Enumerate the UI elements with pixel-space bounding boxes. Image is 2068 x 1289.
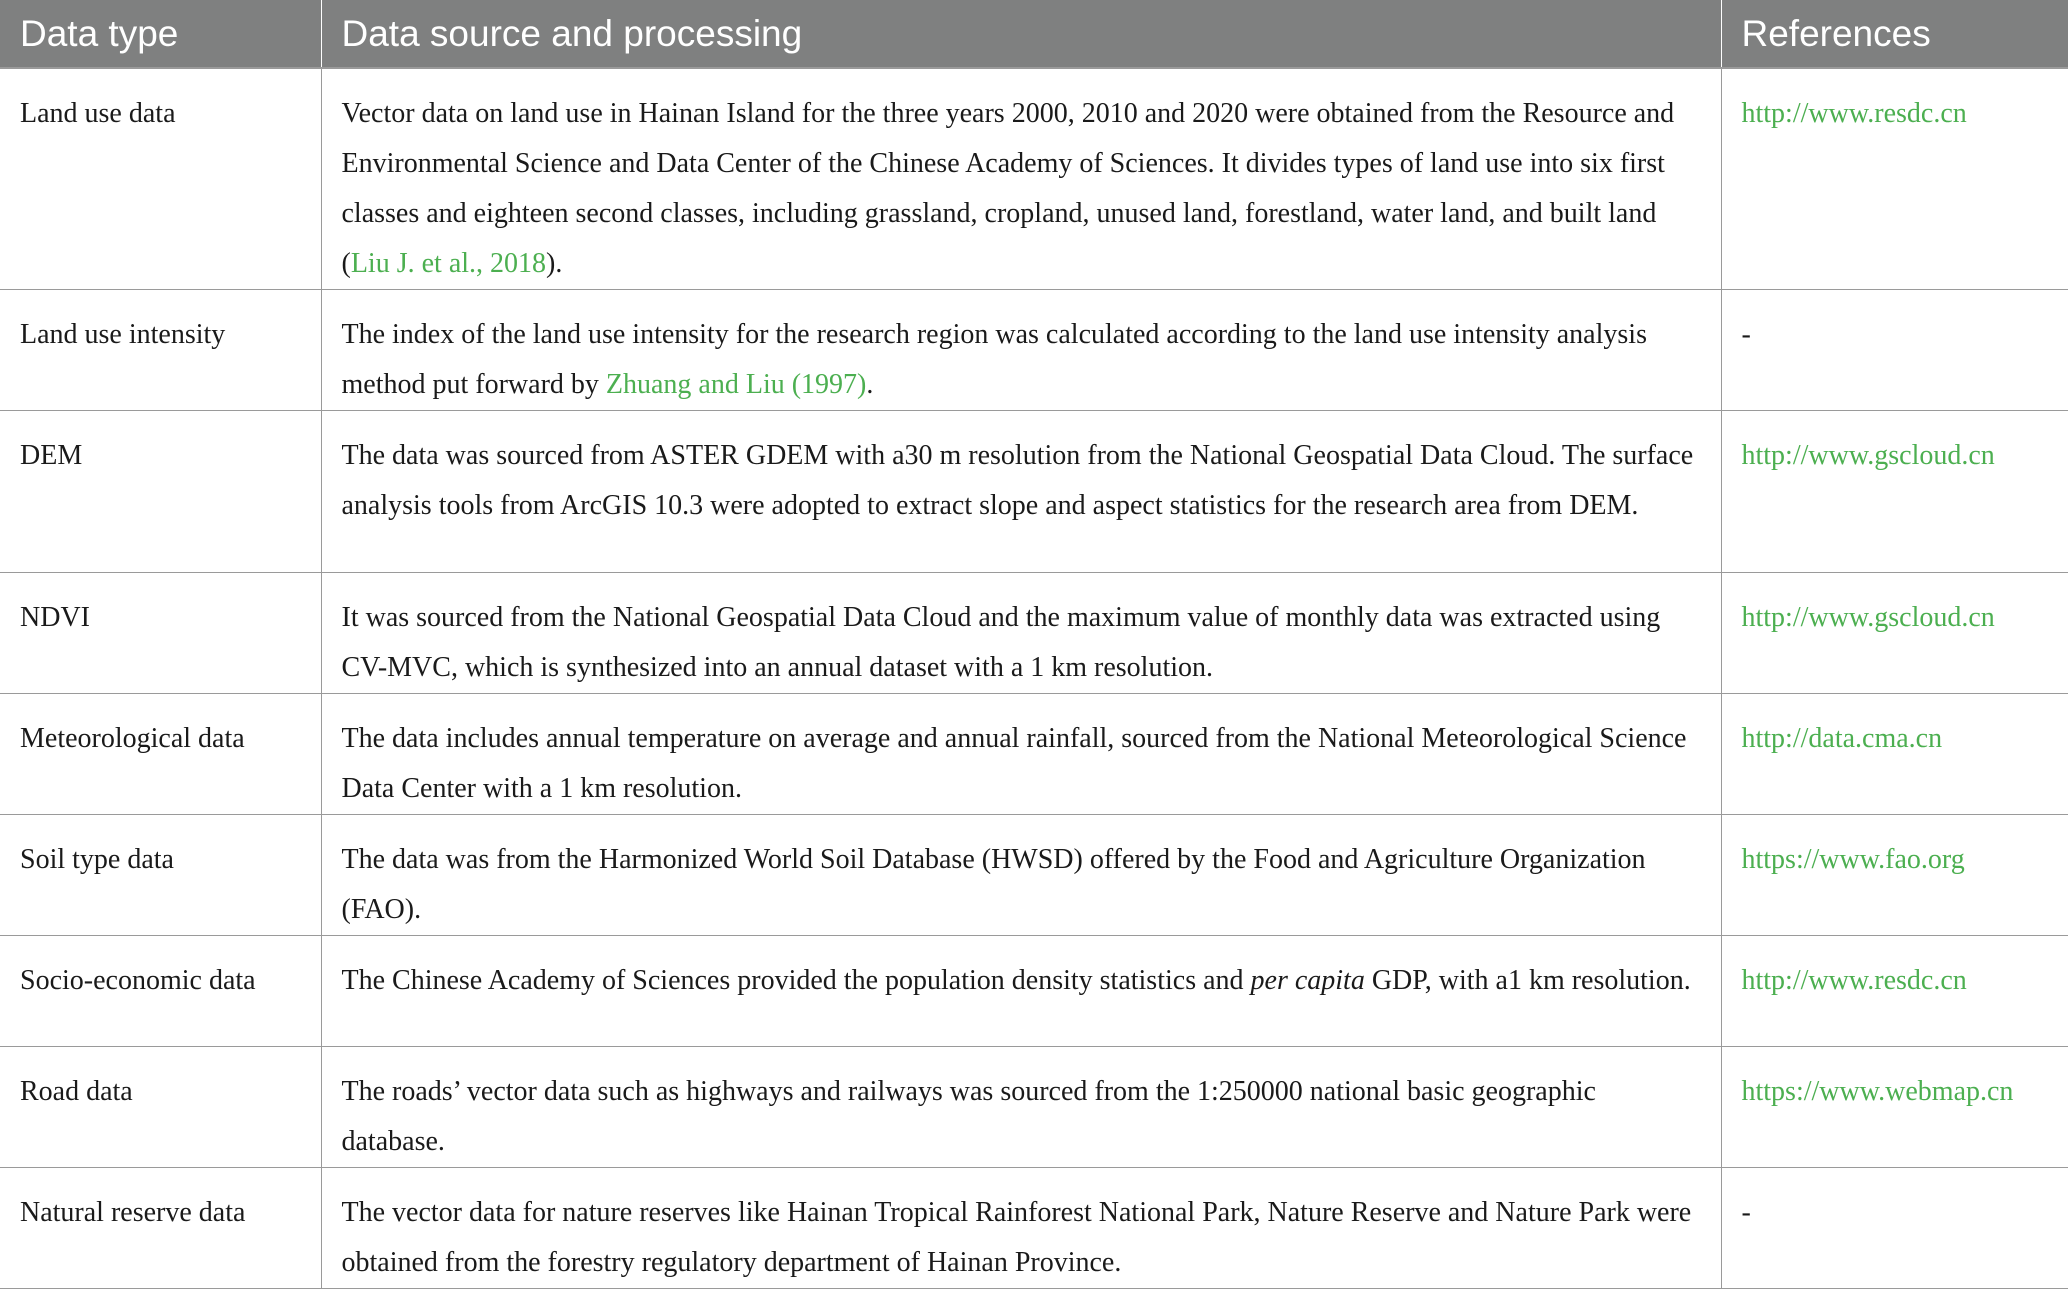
reference-link[interactable] [1721, 815, 2068, 936]
header-data-type: Data type [0, 0, 321, 68]
reference-link[interactable] [1721, 936, 2068, 1047]
table-row [0, 1168, 2068, 1289]
table-row [0, 68, 2068, 290]
row-description: The data was from the Harmonized World Soil Database (HWSD) offered by the Food and Agriculture Organization (FAO). [321, 815, 1721, 936]
row-data-type: Road data [0, 1047, 321, 1168]
description-text: The Chinese Academy of Sciences provided the population density statistics and [341, 965, 1251, 996]
table-row [0, 815, 2068, 936]
reference-link[interactable] [1721, 573, 2068, 694]
description-text: The index of the land use intensity for the research region was calculated according to the land use intensity analysis method put forward by [341, 319, 1647, 400]
reference-url[interactable]: https://www.fao.org [1741, 844, 1965, 875]
row-data-type: Land use intensity [0, 290, 321, 411]
row-description: The vector data for nature reserves like Hainan Tropical Rainforest National Park, Nature Reserve and Nature Park were obtained from the forestry regulatory department of Hainan Province. [321, 1168, 1721, 1289]
row-description: It was sourced from the National Geospatial Data Cloud and the maximum value of monthly data was extracted using CV-MVC, which is synthesized into an annual dataset with a 1 km resolution. [321, 573, 1721, 694]
row-description: The data was sourced from ASTER GDEM with a30 m resolution from the National Geospatial Data Cloud. The surface analysis tools from ArcGIS 10.3 were adopted to extract slope and aspect statistics for the research area from DEM. [321, 411, 1721, 573]
description-italic-text: per capita [1250, 965, 1365, 996]
row-data-type: Meteorological data [0, 694, 321, 815]
row-description [321, 68, 1721, 290]
header-references: References [1721, 0, 2068, 68]
row-description: The roads’ vector data such as highways and railways was sourced from the 1:250000 national basic geographic database. [321, 1047, 1721, 1168]
header-data-source: Data source and processing [321, 0, 1721, 68]
description-text: . [866, 369, 874, 400]
table-header-row [0, 0, 2068, 68]
row-data-type: Land use data [0, 68, 321, 290]
row-data-type: DEM [0, 411, 321, 573]
row-data-type: Natural reserve data [0, 1168, 321, 1289]
table-row [0, 1047, 2068, 1168]
description-text: Vector data on land use in Hainan Island for the three years 2000, 2010 and 2020 were obtained from the Resource and Environmental Science and Data Center of the Chinese Academy of Sciences. It divides types of land use into six first classes and eighteen second classes, including grassland, cropland, unused land, forestland, water land, and built land ( [341, 98, 1675, 279]
row-description [321, 936, 1721, 1047]
reference-url[interactable]: http://data.cma.cn [1741, 723, 1943, 754]
row-description: The data includes annual temperature on average and annual rainfall, sourced from the National Meteorological Science Data Center with a 1 km resolution. [321, 694, 1721, 815]
reference-url[interactable]: http://www.resdc.cn [1741, 965, 1967, 996]
reference-link[interactable] [1721, 694, 2068, 815]
table-row [0, 411, 2068, 573]
reference-url[interactable]: http://www.gscloud.cn [1741, 602, 1995, 633]
row-data-type: NDVI [0, 573, 321, 694]
reference-cell: - [1721, 1168, 2068, 1289]
table-row [0, 290, 2068, 411]
table-row [0, 694, 2068, 815]
table-row [0, 573, 2068, 694]
description-text: GDP, with a1 km resolution. [1364, 965, 1691, 996]
reference-link[interactable] [1721, 411, 2068, 573]
row-data-type: Socio-economic data [0, 936, 321, 1047]
reference-cell: - [1721, 290, 2068, 411]
reference-link[interactable] [1721, 68, 2068, 290]
reference-url[interactable]: https://www.webmap.cn [1741, 1076, 2014, 1107]
citation-link[interactable]: Liu J. et al., 2018 [350, 248, 547, 279]
description-text: ). [546, 248, 563, 279]
reference-url[interactable]: http://www.resdc.cn [1741, 98, 1967, 129]
row-description [321, 290, 1721, 411]
reference-link[interactable] [1721, 1047, 2068, 1168]
reference-url[interactable]: http://www.gscloud.cn [1741, 440, 1995, 471]
table-row [0, 936, 2068, 1047]
citation-link[interactable]: Zhuang and Liu (1997) [605, 369, 867, 400]
row-data-type: Soil type data [0, 815, 321, 936]
